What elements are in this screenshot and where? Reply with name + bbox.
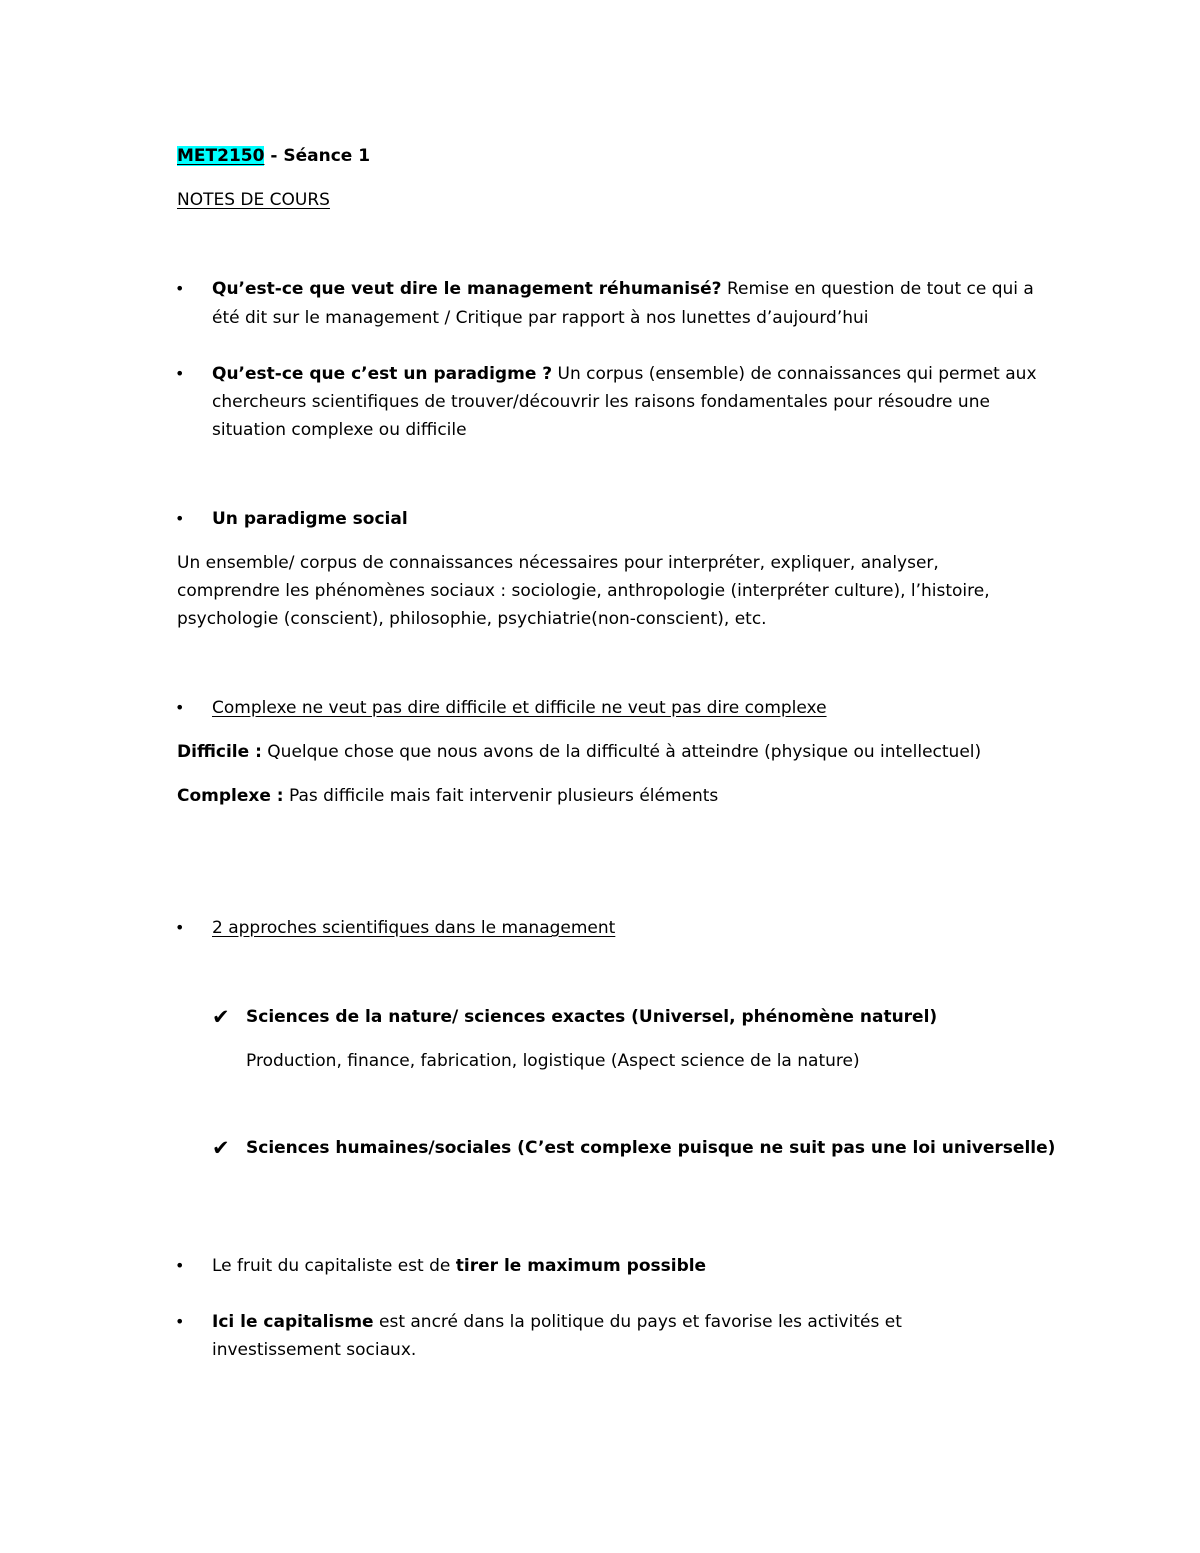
bullet-icon: •: [175, 364, 185, 383]
checkmark-icon: ✔: [212, 1136, 230, 1160]
capitalism-note-text: est ancré dans la politique du pays et favorise les activités et: [373, 1312, 902, 1332]
checkmark-icon: ✔: [212, 1005, 230, 1029]
question-1-answer-cont: été dit sur le management / Critique par rapport à nos lunettes d’aujourd’hui: [212, 308, 869, 328]
social-paradigm-text: Un ensemble/ corpus de connaissances nécessaires pour interpréter, expliquer, analyser,: [177, 553, 939, 573]
capitalism-note: [212, 1308, 902, 1336]
question-2: [212, 360, 1037, 388]
complexe-label: Complexe :: [177, 786, 284, 806]
bullet-icon: •: [175, 509, 185, 528]
document-subtitle: NOTES DE COURS: [177, 190, 330, 210]
bullet-icon: •: [175, 918, 185, 937]
question-1-label: Qu’est-ce que veut dire le management réhumanisé?: [212, 279, 722, 299]
capitalist-fruit-text: Le fruit du capitaliste est de: [212, 1256, 456, 1276]
question-2-label: Qu’est-ce que c’est un paradigme ?: [212, 364, 553, 384]
approaches-heading: 2 approches scientifiques dans le management: [212, 918, 616, 938]
question-1-answer: Remise en question de tout ce qui a: [721, 279, 1034, 299]
approach-1-text: Production, finance, fabrication, logistique (Aspect science de la nature): [246, 1051, 860, 1071]
social-paradigm-text: comprendre les phénomènes sociaux : sociologie, anthropologie (interpréter culture), l’histoire,: [177, 581, 990, 601]
question-2-answer-cont: situation complexe ou difficile: [212, 420, 467, 440]
capitalist-fruit-bold: tirer le maximum possible: [455, 1256, 707, 1276]
question-2-answer-cont: chercheurs scientifiques de trouver/découvrir les raisons fondamentales pour résoudre une: [212, 392, 990, 412]
difficile-label: Difficile :: [177, 742, 262, 762]
question-1: [212, 275, 1034, 303]
social-paradigm-heading: Un paradigme social: [212, 509, 408, 529]
complexe-definition: [177, 782, 718, 810]
bullet-icon: •: [175, 1256, 185, 1275]
capitalist-fruit: [212, 1252, 706, 1280]
capitalism-note-cont: investissement sociaux.: [212, 1340, 417, 1360]
document-title: [177, 142, 370, 170]
difficile-text: Quelque chose que nous avons de la difficulté à atteindre (physique ou intellectuel): [261, 742, 982, 762]
complexe-heading: Complexe ne veut pas dire difficile et difficile ne veut pas dire complexe: [212, 698, 827, 718]
approach-1-title: Sciences de la nature/ sciences exactes (Universel, phénomène naturel): [246, 1007, 938, 1027]
social-paradigm-text: psychologie (conscient), philosophie, psychiatrie(non-conscient), etc.: [177, 609, 767, 629]
difficile-definition: [177, 738, 981, 766]
session-label: - Séance 1: [264, 146, 371, 166]
bullet-icon: •: [175, 1312, 185, 1331]
approach-2-title: Sciences humaines/sociales (C’est complexe puisque ne suit pas une loi universelle): [246, 1138, 1056, 1158]
bullet-icon: •: [175, 698, 185, 717]
bullet-icon: •: [175, 279, 185, 298]
complexe-text: Pas difficile mais fait intervenir plusieurs éléments: [283, 786, 719, 806]
course-code: MET2150: [177, 146, 265, 166]
capitalism-note-bold: Ici le capitalisme: [212, 1312, 374, 1332]
question-2-answer: Un corpus (ensemble) de connaissances qui permet aux: [552, 364, 1037, 384]
